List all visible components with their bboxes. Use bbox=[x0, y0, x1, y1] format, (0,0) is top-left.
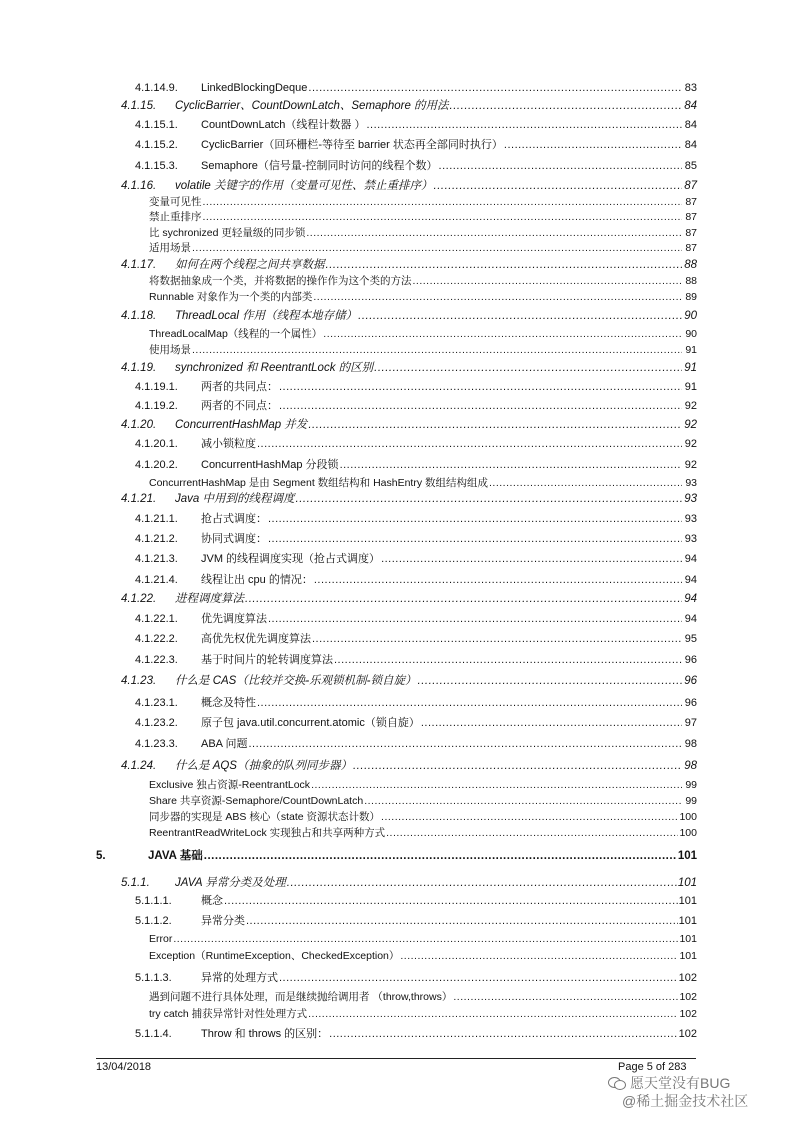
toc-entry[interactable] bbox=[135, 119, 697, 132]
toc-entry[interactable] bbox=[135, 738, 697, 751]
toc-leader-dots bbox=[308, 82, 682, 95]
toc-entry-number: 5.1.1.4. bbox=[135, 1028, 172, 1040]
toc-entry-number: 4.1.21.3. bbox=[135, 553, 178, 565]
toc-entry-page: 98 bbox=[684, 738, 697, 750]
toc-entry[interactable] bbox=[121, 259, 697, 272]
toc-entry-title: 适用场景 bbox=[149, 242, 191, 254]
toc-entry-page: 87 bbox=[685, 242, 697, 254]
toc-leader-dots bbox=[204, 850, 677, 863]
toc-entry-title: synchronized 和 ReentrantLock 的区别 bbox=[175, 362, 374, 374]
toc-entry-number: 4.1.22. bbox=[121, 593, 157, 605]
toc-entry-title: 禁止重排序 bbox=[149, 211, 202, 223]
toc-entry-page: 93 bbox=[684, 533, 697, 545]
toc-entry-title: CyclicBarrier（回环栅栏-等待至 barrier 状态再全部同时执行） bbox=[201, 139, 503, 151]
toc-entry[interactable] bbox=[121, 419, 697, 432]
toc-entry[interactable] bbox=[135, 381, 697, 394]
toc-entry-page: 85 bbox=[684, 160, 697, 172]
toc-entry-number: 4.1.23.3. bbox=[135, 738, 178, 750]
toc-entry-page: 100 bbox=[679, 811, 697, 823]
toc-entry-page: 84 bbox=[684, 139, 697, 151]
toc-leader-dots bbox=[353, 760, 682, 773]
toc-entry-page: 92 bbox=[684, 438, 697, 450]
toc-leader-dots bbox=[421, 717, 682, 730]
toc-entry-number: 4.1.15.1. bbox=[135, 119, 178, 131]
toc-entry[interactable] bbox=[149, 811, 697, 824]
toc-leader-dots bbox=[326, 259, 683, 272]
toc-entry-title: 基于时间片的轮转调度算法 bbox=[201, 654, 333, 666]
toc-entry-page: 102 bbox=[679, 991, 697, 1003]
toc-leader-dots bbox=[450, 100, 682, 113]
toc-entry-title: 什么是 CAS（比较并交换-乐观锁机制-锁自旋） bbox=[175, 675, 417, 687]
toc-entry-title: 遇到问题不进行具体处理，而是继续抛给调用者 （throw,throws） bbox=[149, 991, 453, 1003]
toc-leader-dots bbox=[323, 328, 682, 341]
toc-entry[interactable] bbox=[135, 972, 697, 985]
toc-entry-page: 101 bbox=[678, 895, 697, 907]
toc-entry-title: Error bbox=[149, 933, 173, 945]
toc-entry-page: 83 bbox=[684, 82, 697, 94]
toc-entry[interactable] bbox=[96, 850, 697, 863]
toc-entry-title: volatile 关键字的作用（变量可见性、禁止重排序） bbox=[175, 180, 433, 192]
toc-entry-page: 91 bbox=[685, 344, 697, 356]
toc-entry[interactable] bbox=[149, 1008, 697, 1021]
toc-entry-page: 93 bbox=[684, 493, 697, 505]
toc-entry[interactable] bbox=[135, 139, 697, 152]
toc-entry-page: 88 bbox=[685, 275, 697, 287]
toc-leader-dots bbox=[268, 533, 682, 546]
toc-entry[interactable] bbox=[121, 310, 697, 323]
toc-entry-title: 两者的共同点： bbox=[201, 381, 278, 393]
toc-entry[interactable] bbox=[149, 227, 697, 240]
toc-leader-dots bbox=[374, 362, 682, 375]
toc-leader-dots bbox=[192, 344, 682, 357]
toc-entry-page: 91 bbox=[684, 381, 697, 393]
toc-leader-dots bbox=[203, 211, 683, 224]
toc-entry-page: 94 bbox=[684, 574, 697, 586]
toc-leader-dots bbox=[358, 310, 682, 323]
toc-entry[interactable] bbox=[135, 915, 697, 928]
toc-entry[interactable] bbox=[121, 362, 697, 375]
toc-entry-page: 97 bbox=[684, 717, 697, 729]
toc-entry-number: 4.1.20. bbox=[121, 419, 157, 431]
toc-entry-title: 使用场景 bbox=[149, 344, 191, 356]
toc-entry[interactable] bbox=[135, 654, 697, 667]
wechat-icon bbox=[608, 1076, 626, 1090]
toc-leader-dots bbox=[400, 950, 678, 963]
toc-entry-number: 4.1.15. bbox=[121, 100, 157, 112]
toc-entry-page: 88 bbox=[684, 259, 697, 271]
toc-entry[interactable] bbox=[135, 438, 697, 451]
toc-entry-title: 比 sychronized 更轻量级的同步锁 bbox=[149, 227, 306, 239]
toc-entry[interactable] bbox=[135, 533, 697, 546]
toc-entry-title: 进程调度算法 bbox=[175, 593, 244, 605]
toc-entry-number: 4.1.18. bbox=[121, 310, 157, 322]
toc-entry[interactable] bbox=[135, 553, 697, 566]
toc-leader-dots bbox=[268, 613, 682, 626]
toc-leader-dots bbox=[268, 513, 682, 526]
toc-entry[interactable] bbox=[135, 82, 697, 95]
toc-entry-title: JVM 的线程调度实现（抢占式调度） bbox=[201, 553, 381, 565]
toc-entry[interactable] bbox=[135, 400, 697, 413]
toc-entry[interactable] bbox=[121, 100, 697, 113]
toc-entry-title: CountDownLatch（线程计数器 ） bbox=[201, 119, 366, 131]
toc-leader-dots bbox=[418, 675, 683, 688]
toc-entry[interactable] bbox=[135, 513, 697, 526]
toc-entry-number: 5.1.1.1. bbox=[135, 895, 172, 907]
toc-entry-page: 102 bbox=[678, 972, 697, 984]
toc-entry-page: 92 bbox=[684, 419, 697, 431]
toc-entry-number: 4.1.22.2. bbox=[135, 633, 178, 645]
toc-entry[interactable] bbox=[149, 211, 697, 224]
toc-entry[interactable] bbox=[121, 760, 697, 773]
toc-entry-page: 101 bbox=[678, 915, 697, 927]
toc-entry-page: 98 bbox=[684, 760, 697, 772]
toc-entry-title: 异常分类 bbox=[201, 915, 245, 927]
toc-entry[interactable] bbox=[121, 593, 697, 606]
toc-entry-title: ReentrantReadWriteLock 实现独占和共享两种方式 bbox=[149, 827, 386, 839]
toc-entry[interactable] bbox=[121, 877, 697, 890]
toc-entry-page: 94 bbox=[684, 613, 697, 625]
toc-leader-dots bbox=[203, 196, 683, 209]
toc-entry-page: 96 bbox=[684, 654, 697, 666]
toc-leader-dots bbox=[504, 139, 682, 152]
toc-entry-title: 什么是 AQS（抽象的队列同步器） bbox=[175, 760, 352, 772]
toc-entry-title: 线程让出 cpu 的情况： bbox=[201, 574, 313, 586]
toc-entry[interactable] bbox=[149, 779, 697, 792]
toc-entry-page: 96 bbox=[684, 697, 697, 709]
toc-entry-title: JAVA 异常分类及处理 bbox=[175, 877, 286, 889]
toc-entry-title: ConcurrentHashMap 并发 bbox=[175, 419, 308, 431]
toc-entry-title: 两者的不同点： bbox=[201, 400, 278, 412]
toc-entry-page: 102 bbox=[679, 1008, 697, 1020]
toc-entry-title: ThreadLocal 作用（线程本地存储） bbox=[175, 310, 358, 322]
toc-entry-number: 4.1.22.3. bbox=[135, 654, 178, 666]
toc-leader-dots bbox=[245, 593, 682, 606]
toc-entry-title: 变量可见性 bbox=[149, 196, 202, 208]
toc-leader-dots bbox=[413, 275, 683, 288]
toc-entry-title: 将数据抽象成一个类，并将数据的操作作为这个类的方法 bbox=[149, 275, 412, 287]
toc-entry-page: 90 bbox=[685, 328, 697, 340]
toc-entry[interactable] bbox=[121, 180, 697, 193]
toc-leader-dots bbox=[306, 227, 682, 240]
toc-leader-dots bbox=[192, 242, 682, 255]
toc-entry[interactable] bbox=[135, 459, 697, 472]
toc-entry-title: 高优先权优先调度算法 bbox=[201, 633, 311, 645]
toc-entry-page: 90 bbox=[684, 310, 697, 322]
toc-entry-number: 4.1.16. bbox=[121, 180, 157, 192]
watermark-author: 愿天堂没有BUG bbox=[630, 1075, 731, 1091]
toc-entry-title: CyclicBarrier、CountDownLatch、Semaphore 的用法 bbox=[175, 100, 449, 112]
toc-entry-page: 95 bbox=[684, 633, 697, 645]
toc-entry-page: 89 bbox=[685, 291, 697, 303]
toc-leader-dots bbox=[340, 459, 682, 472]
toc-leader-dots bbox=[224, 895, 678, 908]
footer-divider bbox=[96, 1058, 696, 1059]
toc-entry-number: 5.1.1.2. bbox=[135, 915, 172, 927]
toc-leader-dots bbox=[246, 915, 678, 928]
toc-entry[interactable] bbox=[149, 933, 697, 946]
toc-entry[interactable] bbox=[149, 477, 697, 490]
toc-entry[interactable] bbox=[149, 950, 697, 963]
toc-entry[interactable] bbox=[149, 991, 697, 1004]
toc-entry[interactable] bbox=[149, 344, 697, 357]
watermark bbox=[608, 1074, 748, 1110]
toc-leader-dots bbox=[279, 972, 678, 985]
toc-entry-title: 减小锁粒度 bbox=[201, 438, 256, 450]
toc-entry-number: 4.1.19.2. bbox=[135, 400, 178, 412]
toc-entry-number: 4.1.20.2. bbox=[135, 459, 178, 471]
toc-leader-dots bbox=[366, 119, 682, 132]
toc-leader-dots bbox=[329, 1028, 678, 1041]
toc-leader-dots bbox=[381, 553, 682, 566]
toc-entry[interactable] bbox=[121, 675, 697, 688]
toc-leader-dots bbox=[173, 933, 678, 946]
toc-entry-page: 101 bbox=[679, 933, 697, 945]
toc-entry-page: 92 bbox=[684, 459, 697, 471]
toc-entry[interactable] bbox=[149, 328, 697, 341]
toc-entry-number: 4.1.19.1. bbox=[135, 381, 178, 393]
toc-entry-title: 协同式调度： bbox=[201, 533, 267, 545]
toc-leader-dots bbox=[257, 697, 682, 710]
toc-entry-number: 5.1.1. bbox=[121, 877, 150, 889]
toc-entry[interactable] bbox=[135, 633, 697, 646]
toc-entry-number: 5. bbox=[96, 850, 106, 862]
toc-entry[interactable] bbox=[135, 697, 697, 710]
toc-entry-title: 概念及特性 bbox=[201, 697, 256, 709]
toc-leader-dots bbox=[453, 991, 678, 1004]
toc-leader-dots bbox=[489, 477, 682, 490]
toc-entry-title: 概念 bbox=[201, 895, 223, 907]
toc-entry-number: 4.1.21.1. bbox=[135, 513, 178, 525]
toc-leader-dots bbox=[381, 811, 678, 824]
toc-entry-title: Java 中用到的线程调度 bbox=[175, 493, 295, 505]
toc-leader-dots bbox=[386, 827, 678, 840]
toc-entry[interactable] bbox=[149, 827, 697, 840]
toc-entry-page: 87 bbox=[685, 227, 697, 239]
toc-entry-number: 4.1.21.4. bbox=[135, 574, 178, 586]
toc-entry-number: 4.1.19. bbox=[121, 362, 157, 374]
toc-entry-number: 4.1.20.1. bbox=[135, 438, 178, 450]
toc-leader-dots bbox=[313, 291, 682, 304]
toc-entry-title: 如何在两个线程之间共享数据 bbox=[175, 259, 325, 271]
toc-leader-dots bbox=[308, 1008, 678, 1021]
toc-leader-dots bbox=[308, 419, 682, 432]
footer-page-number: Page 5 of 283 bbox=[618, 1061, 687, 1073]
toc-entry-page: 99 bbox=[685, 779, 697, 791]
toc-leader-dots bbox=[364, 795, 682, 808]
toc-entry-number: 4.1.15.3. bbox=[135, 160, 178, 172]
toc-entry[interactable] bbox=[135, 717, 697, 730]
toc-entry[interactable] bbox=[149, 275, 697, 288]
toc-leader-dots bbox=[439, 160, 682, 173]
toc-entry-title: Exclusive 独占资源-ReentrantLock bbox=[149, 779, 311, 791]
toc-entry-page: 94 bbox=[684, 593, 697, 605]
toc-leader-dots bbox=[279, 400, 682, 413]
toc-entry-title: ThreadLocalMap（线程的一个属性） bbox=[149, 328, 323, 340]
toc-entry-title: 抢占式调度： bbox=[201, 513, 267, 525]
footer-date: 13/04/2018 bbox=[96, 1061, 152, 1073]
toc-entry[interactable] bbox=[149, 196, 697, 209]
toc-leader-dots bbox=[257, 438, 682, 451]
toc-entry-page: 87 bbox=[685, 211, 697, 223]
toc-entry[interactable] bbox=[135, 574, 697, 587]
toc-entry-title: 同步器的实现是 ABS 核心（state 资源状态计数） bbox=[149, 811, 381, 823]
toc-leader-dots bbox=[296, 493, 683, 506]
watermark-source: @稀土掘金技术社区 bbox=[622, 1093, 749, 1109]
toc-entry-number: 4.1.23. bbox=[121, 675, 157, 687]
toc-entry-title: LinkedBlockingDeque bbox=[201, 82, 308, 94]
toc-entry-number: 4.1.14.9. bbox=[135, 82, 178, 94]
toc-entry-page: 84 bbox=[684, 119, 697, 131]
toc-entry-number: 4.1.24. bbox=[121, 760, 157, 772]
toc-entry-page: 101 bbox=[677, 850, 697, 862]
toc-entry[interactable] bbox=[135, 1028, 697, 1041]
toc-entry-title: ConcurrentHashMap 是由 Segment 数组结构和 HashEntry 数组结构组成 bbox=[149, 477, 489, 489]
toc-leader-dots bbox=[434, 180, 683, 193]
toc-entry-title: 异常的处理方式 bbox=[201, 972, 278, 984]
toc-entry-number: 5.1.1.3. bbox=[135, 972, 172, 984]
toc-leader-dots bbox=[279, 381, 682, 394]
toc-entry[interactable] bbox=[135, 160, 697, 173]
toc-entry-title: 优先调度算法 bbox=[201, 613, 267, 625]
toc-leader-dots bbox=[311, 779, 682, 792]
toc-entry-page: 87 bbox=[684, 180, 697, 192]
toc-entry-number: 4.1.23.1. bbox=[135, 697, 178, 709]
toc-entry-page: 100 bbox=[679, 827, 697, 839]
toc-entry-title: ABA 问题 bbox=[201, 738, 248, 750]
toc-entry-title: JAVA 基础 bbox=[148, 850, 203, 862]
toc-entry-number: 4.1.23.2. bbox=[135, 717, 178, 729]
toc-entry-title: Runnable 对象作为一个类的内部类 bbox=[149, 291, 313, 303]
toc-entry-page: 96 bbox=[684, 675, 697, 687]
toc-entry-number: 4.1.21.2. bbox=[135, 533, 178, 545]
toc-entry-page: 99 bbox=[685, 795, 697, 807]
toc-entry-page: 93 bbox=[684, 513, 697, 525]
toc-leader-dots bbox=[312, 633, 682, 646]
toc-entry-page: 102 bbox=[678, 1028, 697, 1040]
toc-entry-title: Semaphore（信号量-控制同时访问的线程个数） bbox=[201, 160, 438, 172]
toc-entry-page: 87 bbox=[685, 196, 697, 208]
toc-entry-number: 4.1.17. bbox=[121, 259, 157, 271]
toc-entry[interactable] bbox=[149, 795, 697, 808]
toc-entry[interactable] bbox=[135, 613, 697, 626]
toc-entry[interactable] bbox=[149, 242, 697, 255]
toc-entry[interactable] bbox=[149, 291, 697, 304]
toc-entry-number: 4.1.21. bbox=[121, 493, 157, 505]
toc-entry[interactable] bbox=[121, 493, 697, 506]
toc-entry-number: 4.1.15.2. bbox=[135, 139, 178, 151]
toc-entry-title: ConcurrentHashMap 分段锁 bbox=[201, 459, 339, 471]
toc-entry-page: 101 bbox=[679, 950, 697, 962]
toc-leader-dots bbox=[314, 574, 682, 587]
toc-entry-title: 原子包 java.util.concurrent.atomic（锁自旋） bbox=[201, 717, 420, 729]
toc-entry-page: 84 bbox=[684, 100, 697, 112]
toc-entry-page: 92 bbox=[684, 400, 697, 412]
toc-entry-page: 101 bbox=[677, 877, 697, 889]
toc-entry-number: 4.1.22.1. bbox=[135, 613, 178, 625]
toc-entry-title: Throw 和 throws 的区别： bbox=[201, 1028, 329, 1040]
toc-entry-title: Exception（RuntimeException、CheckedException） bbox=[149, 950, 400, 962]
toc-entry[interactable] bbox=[135, 895, 697, 908]
toc-entry-page: 91 bbox=[684, 362, 697, 374]
toc-entry-page: 93 bbox=[685, 477, 697, 489]
toc-entry-title: Share 共享资源-Semaphore/CountDownLatch bbox=[149, 795, 364, 807]
toc-leader-dots bbox=[248, 738, 682, 751]
toc-entry-page: 94 bbox=[684, 553, 697, 565]
toc-leader-dots bbox=[287, 877, 677, 890]
toc-leader-dots bbox=[334, 654, 682, 667]
toc-entry-title: try catch 捕获异常针对性处理方式 bbox=[149, 1008, 308, 1020]
